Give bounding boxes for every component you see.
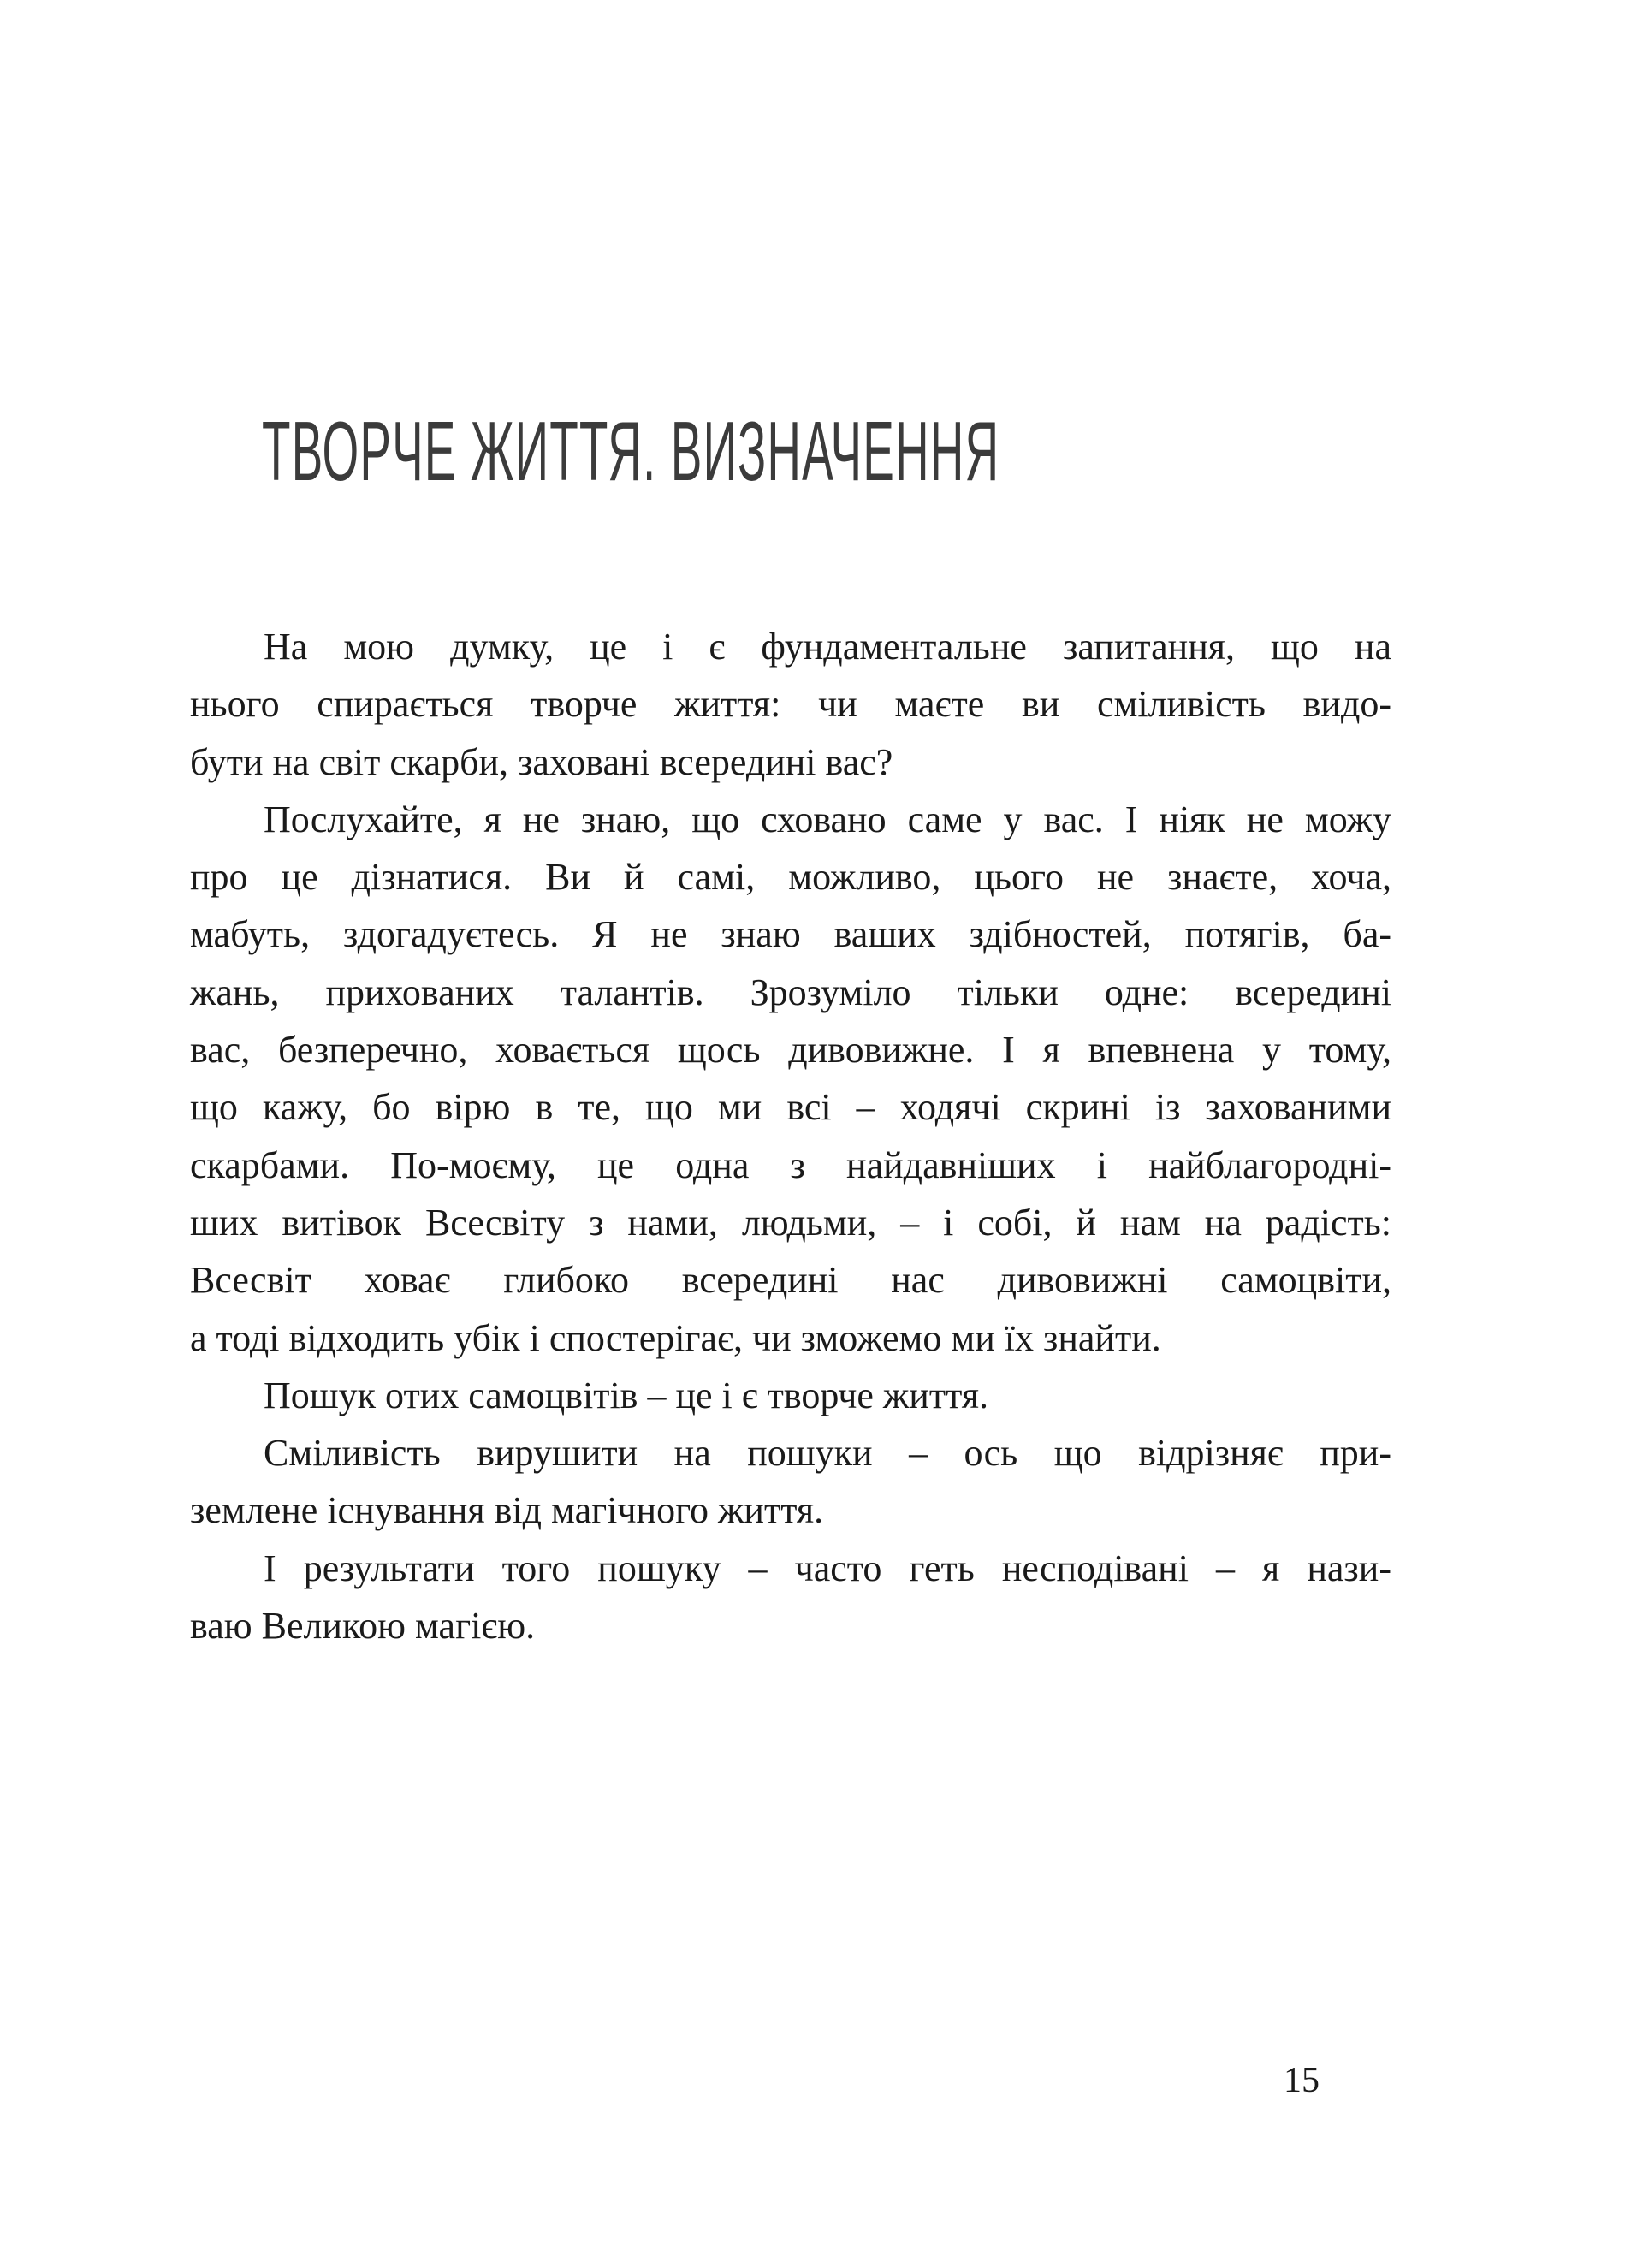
chapter-title: ТВОРЧЕ ЖИТТЯ. ВИЗНАЧЕННЯ <box>262 404 1000 498</box>
paragraph-2-line-9: Всесвіт ховає глибоко всередині нас дивовижні самоцвіти, <box>190 1259 1391 1302</box>
paragraph-2-line-4: жань, прихованих талантів. Зрозуміло тільки одне: всередині <box>190 971 1391 1013</box>
paragraph-4-line-2: землене існування від магічного життя. <box>190 1489 824 1532</box>
paragraph-5-line-1: І результати того пошуку – часто геть несподівані – я нази- <box>264 1547 1391 1589</box>
paragraph-1-line-3: бути на світ скарби, заховані всередині вас? <box>190 740 893 783</box>
paragraph-1-line-1: На мою думку, це і є фундаментальне запитання, що на <box>264 626 1391 668</box>
paragraph-2-line-3: мабуть, здогадуєтесь. Я не знаю ваших здібностей, потягів, ба- <box>190 913 1391 956</box>
paragraph-1-line-2: нього спирається творче життя: чи маєте ви сміливість видо- <box>190 683 1391 726</box>
paragraph-2-line-5: вас, безперечно, ховається щось дивовижне. І я впевнена у тому, <box>190 1029 1391 1072</box>
paragraph-4-line-1: Сміливість вирушити на пошуки – ось що відрізняє при- <box>264 1432 1391 1475</box>
paragraph-2-line-1: Послухайте, я не знаю, що сховано саме у вас. І ніяк не можу <box>264 798 1391 840</box>
paragraph-2-line-6: що кажу, бо вірю в те, що ми всі – ходячі скрині із захованими <box>190 1086 1391 1129</box>
paragraph-2-line-10: а тоді відходить убік і спостерігає, чи зможемо ми їх знайти. <box>190 1316 1161 1359</box>
paragraph-3-line-1: Пошук отих самоцвітів – це і є творче життя. <box>264 1374 988 1416</box>
page-number: 15 <box>1284 2061 1320 2100</box>
body-text <box>190 618 1391 1654</box>
paragraph-2-line-8: ших витівок Всесвіту з нами, людьми, – і собі, й нам на радість: <box>190 1201 1391 1244</box>
paragraph-5-line-2: ваю Великою магією. <box>190 1605 536 1648</box>
paragraph-2-line-2: про це дізнатися. Ви й самі, можливо, цього не знаєте, хоча, <box>190 856 1391 899</box>
paragraph-2-line-7: скарбами. По-моєму, це одна з найдавніших і найблагородні- <box>190 1143 1391 1186</box>
